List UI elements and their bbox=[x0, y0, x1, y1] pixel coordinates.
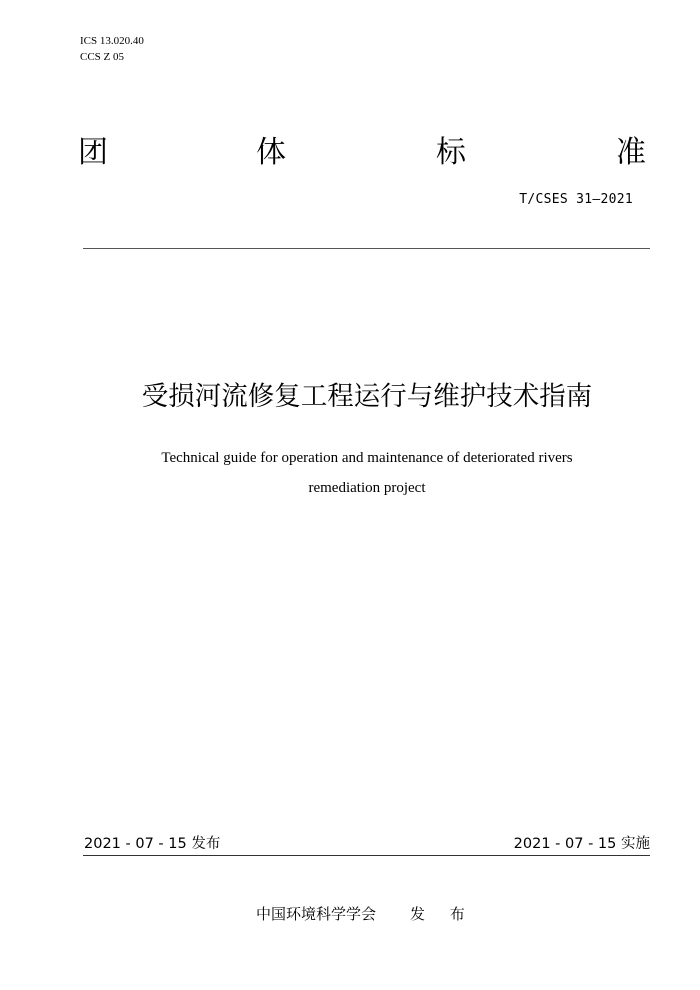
publisher-action: 发 布 bbox=[410, 905, 475, 923]
publisher-name: 中国环境科学学会 bbox=[256, 905, 377, 923]
standard-type-char-3: 标 bbox=[436, 135, 466, 170]
standard-type-char-1: 团 bbox=[78, 135, 108, 170]
publication-date: 2021 - 07 - 15 发布 bbox=[84, 836, 221, 852]
standard-type-char-2: 体 bbox=[256, 135, 286, 170]
standard-number: T/CSES 31—2021 bbox=[519, 192, 633, 207]
publisher-line bbox=[256, 903, 475, 925]
standard-type-heading bbox=[78, 132, 648, 174]
standard-type-char-4: 准 bbox=[616, 135, 646, 170]
top-divider bbox=[83, 248, 650, 249]
bottom-divider bbox=[83, 855, 650, 856]
document-title-chinese: 受损河流修复工程运行与维护技术指南 bbox=[141, 381, 593, 412]
document-title-english-line-1: Technical guide for operation and maintenance of deteriorated rivers bbox=[161, 450, 573, 466]
ics-number: ICS 13.020.40 bbox=[80, 35, 144, 47]
ccs-number: CCS Z 05 bbox=[80, 51, 125, 63]
document-title-english-line-2: remediation project bbox=[308, 480, 426, 496]
ics-code bbox=[80, 33, 144, 65]
implementation-date: 2021 - 07 - 15 实施 bbox=[513, 836, 650, 852]
